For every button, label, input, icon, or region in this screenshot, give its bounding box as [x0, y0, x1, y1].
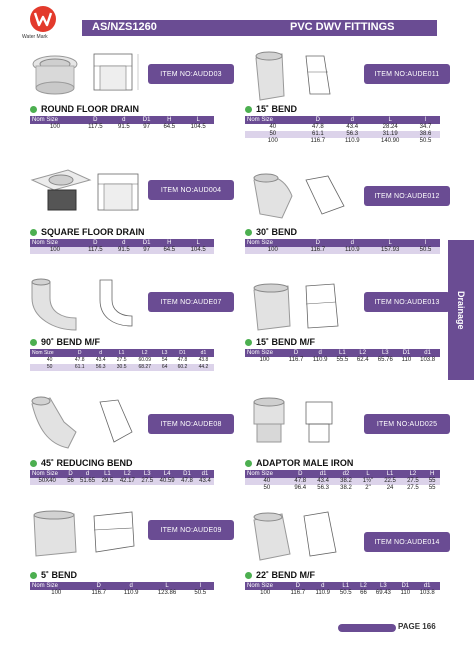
cell: 64.5 [156, 247, 182, 254]
cell: 64.5 [156, 124, 182, 131]
cell: 40 [245, 124, 301, 131]
cell: 38.6 [411, 131, 440, 138]
cell: 66 [356, 590, 370, 597]
col-header: L2 [356, 582, 370, 590]
col-header: D [289, 470, 312, 478]
col-header: D1 [137, 116, 156, 124]
col-header: L4 [156, 470, 178, 478]
table-5-bend [30, 582, 214, 597]
table-row [30, 478, 214, 485]
col-header: D1 [178, 470, 196, 478]
cell: 64 [157, 364, 172, 371]
bullet-icon [30, 339, 37, 346]
cell: 100 [30, 590, 82, 597]
cell: 116.7 [285, 590, 310, 597]
bullet-icon [245, 106, 252, 113]
cell: 40 [245, 478, 289, 485]
cell: 2" [357, 485, 378, 492]
section-title-adaptor-male-iron: ADAPTOR MALE IRON [245, 458, 353, 468]
col-header: L3 [373, 349, 398, 357]
col-header: l [187, 582, 214, 590]
round-floor-drain-image [28, 50, 158, 100]
bullet-icon [30, 106, 37, 113]
cell: 104.5 [182, 124, 214, 131]
col-header: d [308, 349, 332, 357]
table-row [30, 247, 214, 254]
cell: 116.7 [82, 590, 114, 597]
cell: 110.9 [115, 590, 147, 597]
cell: 55 [424, 485, 440, 492]
col-header: d1 [312, 470, 335, 478]
cell: 47.8 [301, 124, 335, 131]
cell: 50.5 [335, 590, 356, 597]
cell: 56.3 [335, 131, 369, 138]
col-header: H [424, 470, 440, 478]
table-90-bend-mf [30, 349, 214, 371]
col-header: d [115, 582, 147, 590]
cell: 110.9 [308, 357, 332, 364]
cell: 38.2 [335, 485, 358, 492]
standard-label: AS/NZS1260 [92, 21, 157, 33]
col-header: L1 [332, 349, 352, 357]
cell: 100 [30, 124, 80, 131]
section-title-15-bend-mf: 15˚ BEND M/F [245, 337, 315, 347]
col-header: Nom Size [245, 239, 301, 247]
col-header: L1 [379, 470, 402, 478]
table-22-bend-mf [245, 582, 440, 597]
cell: 43.8 [193, 357, 214, 364]
cell: 47.8 [172, 357, 193, 364]
item-no-aude011: ITEM NO:AUDE011 [364, 64, 450, 84]
section-title-square-floor-drain: SQUARE FLOOR DRAIN [30, 227, 145, 237]
cell: 31.19 [369, 131, 410, 138]
col-header: D [80, 116, 111, 124]
15-bend-mf-image [248, 278, 358, 334]
col-header: D1 [396, 582, 414, 590]
col-header: d [335, 239, 369, 247]
watermark-logo [30, 6, 56, 32]
cell: 44.2 [193, 364, 214, 371]
cell: 110 [398, 357, 416, 364]
section-title-5-bend: 5˚ BEND [30, 570, 77, 580]
table-row [245, 485, 440, 492]
cell: 43.4 [312, 478, 335, 485]
section-title-22-bend-mf: 22˚ BEND M/F [245, 570, 315, 580]
col-header: D [69, 349, 90, 357]
cell: 27.5 [401, 478, 424, 485]
col-header: D [301, 116, 335, 124]
table-30-bend [245, 239, 440, 254]
item-no-aude07: ITEM NO:AUDE07 [148, 292, 234, 312]
cell: 100 [245, 247, 301, 254]
table-15-bend-mf [245, 349, 440, 364]
cell: 28.24 [369, 124, 410, 131]
cell: 55.5 [332, 357, 352, 364]
table-row [245, 590, 440, 597]
col-header: Nom Size [30, 239, 80, 247]
table-round-floor-drain [30, 116, 214, 131]
cell: 61.1 [301, 131, 335, 138]
table-row [245, 478, 440, 485]
col-header: d [310, 582, 335, 590]
cell: 38.2 [335, 478, 358, 485]
col-header: Nom Size [245, 349, 284, 357]
col-header: Nom Size [30, 470, 64, 478]
cell: 91.5 [111, 247, 137, 254]
table-row [245, 138, 440, 145]
cell: 68.27 [132, 364, 157, 371]
table-row [245, 357, 440, 364]
col-header: D [64, 470, 76, 478]
cell: 56.3 [312, 485, 335, 492]
section-title-45-reducing-bend: 45˚ REDUCING BEND [30, 458, 133, 468]
bullet-icon [30, 460, 37, 467]
cell: 97 [137, 247, 156, 254]
table-row [245, 131, 440, 138]
bullet-icon [245, 460, 252, 467]
col-header: Nom Size [245, 116, 301, 124]
cell: 157.93 [369, 247, 410, 254]
cell: 103.8 [415, 357, 440, 364]
table-row [30, 364, 214, 371]
col-header: Nom Size [30, 349, 69, 357]
cell: 50 [30, 364, 69, 371]
cell: 24 [379, 485, 402, 492]
cell: 54 [157, 357, 172, 364]
col-header: Nom Size [245, 582, 285, 590]
cell: 117.5 [80, 247, 111, 254]
cell: 104.5 [182, 247, 214, 254]
col-header: D [301, 239, 335, 247]
5-bend-image [28, 506, 148, 562]
cell: 100 [30, 247, 80, 254]
col-header: D [82, 582, 114, 590]
col-header: d [77, 470, 99, 478]
cell: 140.90 [369, 138, 410, 145]
watermark-logo-icon [30, 6, 56, 32]
page-title: PVC DWV FITTINGS [290, 21, 395, 33]
cell: 103.8 [414, 590, 440, 597]
page-bar [338, 624, 396, 632]
cell: 100 [245, 357, 284, 364]
col-header: L3 [138, 470, 156, 478]
col-header: L [182, 239, 214, 247]
table-row [245, 247, 440, 254]
cell: 56.3 [90, 364, 111, 371]
cell: 27.5 [401, 485, 424, 492]
item-no-aud004: ITEM NO:AUD004 [148, 180, 234, 200]
col-header: l [411, 239, 440, 247]
cell: 50.5 [411, 247, 440, 254]
page-number: PAGE 166 [398, 622, 436, 631]
cell: 47.8 [69, 357, 90, 364]
cell: 47.8 [289, 478, 312, 485]
section-title-30-bend: 30˚ BEND [245, 227, 297, 237]
table-row [30, 590, 214, 597]
square-floor-drain-image [28, 166, 148, 220]
col-header: L [182, 116, 214, 124]
cell: 43.4 [335, 124, 369, 131]
cell: 29.5 [98, 478, 116, 485]
col-header: L1 [98, 470, 116, 478]
cell: 34.7 [411, 124, 440, 131]
item-no-audd03: ITEM NO:AUDD03 [148, 64, 234, 84]
cell: 50.5 [187, 590, 214, 597]
col-header: L3 [371, 582, 397, 590]
col-header: L [357, 470, 378, 478]
cell: 116.7 [284, 357, 308, 364]
cell: 51.65 [77, 478, 99, 485]
section-title-90-bend-mf: 90˚ BEND M/F [30, 337, 100, 347]
col-header: d [335, 116, 369, 124]
bullet-icon [30, 229, 37, 236]
col-header: d [111, 116, 137, 124]
item-no-aude09: ITEM NO:AUDE09 [148, 520, 234, 540]
col-header: H [156, 239, 182, 247]
col-header: L [369, 116, 410, 124]
col-header: L2 [401, 470, 424, 478]
cell: 55 [424, 478, 440, 485]
cell: 100 [245, 138, 301, 145]
col-header: L2 [132, 349, 157, 357]
cell: 40 [30, 357, 69, 364]
logo-text: Water Mark [22, 34, 48, 40]
table-row [30, 357, 214, 364]
cell: 97 [137, 124, 156, 131]
cell: 56 [64, 478, 76, 485]
item-no-aude013: ITEM NO:AUDE013 [364, 292, 450, 312]
col-header: D1 [172, 349, 193, 357]
cell: 110.9 [310, 590, 335, 597]
cell: 69.43 [371, 590, 397, 597]
table-45-reducing-bend [30, 470, 214, 485]
col-header: D [80, 239, 111, 247]
col-header: D [285, 582, 310, 590]
col-header: L [147, 582, 186, 590]
item-no-aude014: ITEM NO:AUDE014 [364, 532, 450, 552]
bullet-icon [30, 572, 37, 579]
cell: 50.5 [411, 138, 440, 145]
30-bend-image [248, 166, 358, 222]
cell: 60.2 [172, 364, 193, 371]
15-bend-image [248, 48, 358, 104]
cell: 47.8 [178, 478, 196, 485]
cell: 27.5 [138, 478, 156, 485]
col-header: L2 [353, 349, 373, 357]
item-no-aude012: ITEM NO:AUDE012 [364, 186, 450, 206]
item-no-aud025: ITEM NO:AUD025 [364, 414, 450, 434]
cell: 117.5 [80, 124, 111, 131]
col-header: Nom Size [30, 116, 80, 124]
col-header: Nom Size [30, 582, 82, 590]
section-title-round-floor-drain: ROUND FLOOR DRAIN [30, 104, 139, 114]
col-header: D1 [137, 239, 156, 247]
cell: 1½" [357, 478, 378, 485]
col-header: d2 [335, 470, 358, 478]
cell: 30.5 [111, 364, 132, 371]
cell: 27.5 [111, 357, 132, 364]
section-title-15-bend: 15˚ BEND [245, 104, 297, 114]
cell: 50 [245, 485, 289, 492]
col-header: d1 [414, 582, 440, 590]
col-header: L [369, 239, 410, 247]
col-header: L3 [157, 349, 172, 357]
cell: 43.4 [90, 357, 111, 364]
col-header: H [156, 116, 182, 124]
side-tab-label: Drainage [456, 290, 466, 330]
col-header: Nom Size [245, 470, 289, 478]
cell: 91.5 [111, 124, 137, 131]
90-bend-mf-image [28, 272, 148, 332]
45-reducing-bend-image [28, 392, 148, 452]
cell: 62.4 [353, 357, 373, 364]
cell: 123.86 [147, 590, 186, 597]
cell: 116.7 [301, 247, 335, 254]
cell: 110.9 [335, 138, 369, 145]
col-header: d1 [196, 470, 214, 478]
item-no-aude08: ITEM NO:AUDE08 [148, 414, 234, 434]
col-header: l [411, 116, 440, 124]
col-header: d1 [193, 349, 214, 357]
22-bend-mf-image [248, 506, 358, 564]
col-header: d1 [415, 349, 440, 357]
cell: 61.1 [69, 364, 90, 371]
cell: 43.4 [196, 478, 214, 485]
cell: 110.9 [335, 247, 369, 254]
cell: 50 [245, 131, 301, 138]
col-header: L1 [111, 349, 132, 357]
cell: 40.59 [156, 478, 178, 485]
cell: 42.17 [116, 478, 138, 485]
cell: 110 [396, 590, 414, 597]
cell: 116.7 [301, 138, 335, 145]
bullet-icon [245, 229, 252, 236]
adaptor-male-iron-image [248, 394, 358, 452]
cell: 60.09 [132, 357, 157, 364]
cell: 50X40 [30, 478, 64, 485]
col-header: D [284, 349, 308, 357]
table-15-bend [245, 116, 440, 145]
bullet-icon [245, 339, 252, 346]
table-row [30, 124, 214, 131]
table-adaptor-male-iron [245, 470, 440, 492]
col-header: D1 [398, 349, 416, 357]
col-header: d [111, 239, 137, 247]
col-header: L1 [335, 582, 356, 590]
cell: 65.76 [373, 357, 398, 364]
cell: 100 [245, 590, 285, 597]
col-header: d [90, 349, 111, 357]
bullet-icon [245, 572, 252, 579]
cell: 96.4 [289, 485, 312, 492]
cell: 22.5 [379, 478, 402, 485]
table-row [245, 124, 440, 131]
col-header: L2 [116, 470, 138, 478]
table-square-floor-drain [30, 239, 214, 254]
